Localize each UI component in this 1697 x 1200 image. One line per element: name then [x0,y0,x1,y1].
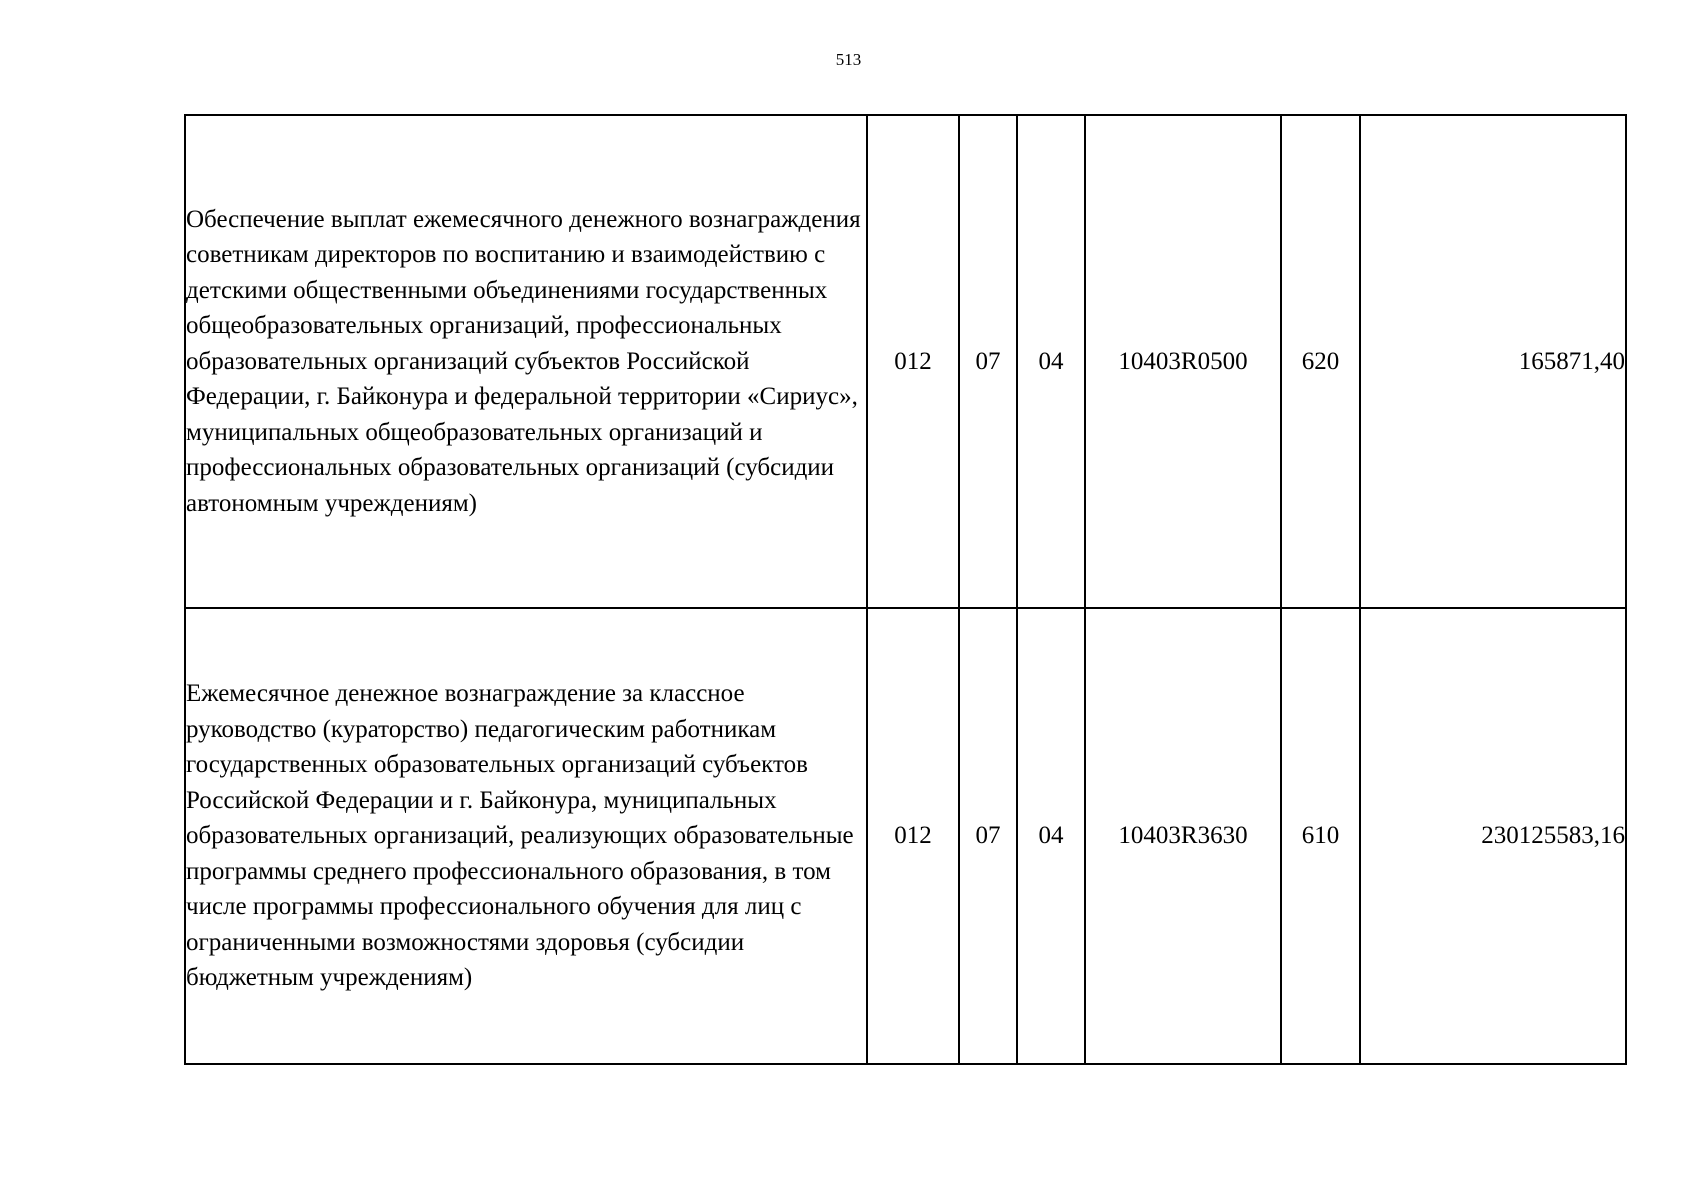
subsection-cell: 04 [1017,115,1085,608]
ministry-code-cell: 012 [867,608,959,1064]
section-cell: 07 [959,608,1017,1064]
target-article-cell: 10403R3630 [1085,608,1281,1064]
amount-cell: 165871,40 [1360,115,1626,608]
budget-table [184,114,1627,1065]
table-row [185,608,1626,1064]
expense-type-cell: 610 [1281,608,1360,1064]
subsection-cell: 04 [1017,608,1085,1064]
expense-type-cell: 620 [1281,115,1360,608]
row-description: Обеспечение выплат ежемесячного денежного вознаграждения советникам директоров по воспитанию и взаимодействию с детскими общественными объединениями государственных общеобразовательных организаций, профессиональных образовательных организаций субъектов Российской Федерации, г. Байконура и федеральной территории «Сириус», муниципальных общеобразовательных организаций и профессиональных образовательных организаций (субсидии автономным учреждениям) [185,115,867,608]
target-article-cell: 10403R0500 [1085,115,1281,608]
amount-cell: 230125583,16 [1360,608,1626,1064]
page-number: 513 [835,50,862,69]
row-description: Ежемесячное денежное вознаграждение за классное руководство (кураторство) педагогическим работникам государственных образовательных организаций субъектов Российской Федерации и г. Байконура, муниципальных образовательных организаций, реализующих образовательные программы среднего профессионального образования, в том числе программы профессионального обучения для лиц с ограниченными возможностями здоровья (субсидии бюджетным учреждениям) [185,608,867,1064]
section-cell: 07 [959,115,1017,608]
ministry-code-cell: 012 [867,115,959,608]
table-row [185,115,1626,608]
